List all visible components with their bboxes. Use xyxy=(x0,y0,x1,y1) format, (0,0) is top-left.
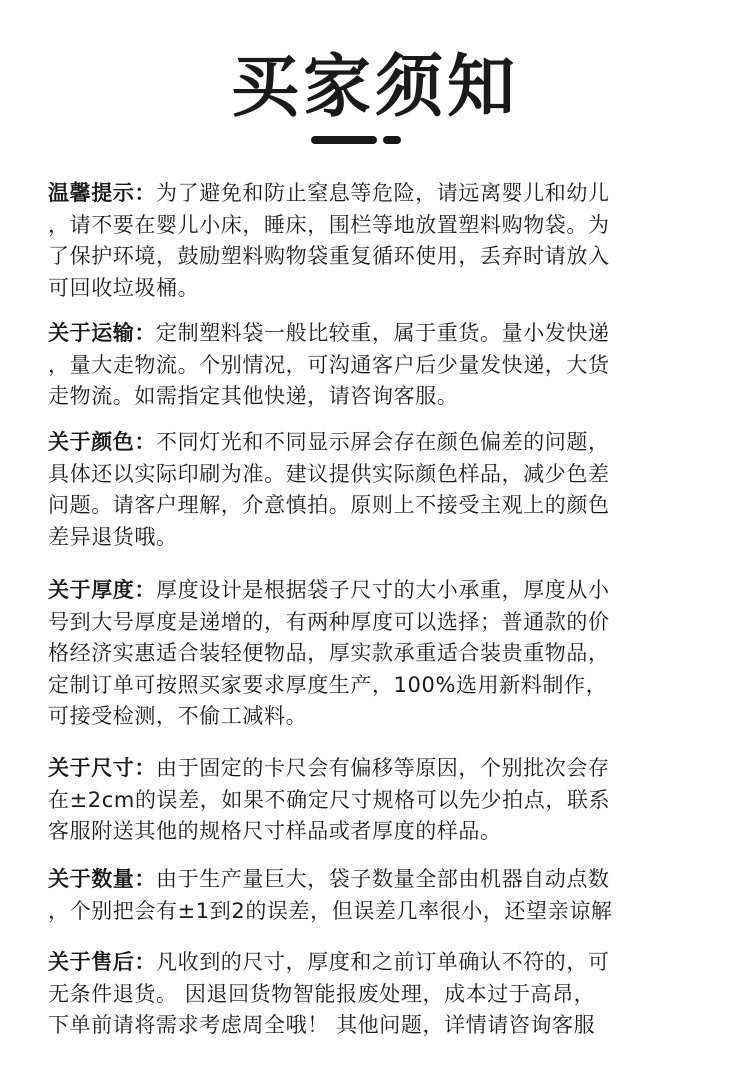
notice-section-size xyxy=(48,753,698,848)
notice-section-quantity xyxy=(48,864,698,927)
section-line: 关于运输：定制塑料袋一般比较重，属于重货。量小发快递 xyxy=(48,321,610,345)
section-line: 问题。请客户理解，介意慎拍。原则上不接受主观上的颜色 xyxy=(48,493,610,517)
section-line: 走物流。如需指定其他快递，请咨询客服。 xyxy=(48,384,459,408)
section-line: 可接受检测，不偷工减料。 xyxy=(48,704,308,728)
section-line: 了保护环境，鼓励塑料购物袋重复循环使用，丢弃时请放入 xyxy=(48,244,610,268)
page-title: 买家须知 xyxy=(230,48,519,127)
section-line: 在±2cm的误差，如果不确定尺寸规格可以先少拍点，联系 xyxy=(48,787,611,812)
section-label: 关于颜色： xyxy=(48,430,156,454)
section-line: 定制订单可按照买家要求厚度生产，100%选用新料制作， xyxy=(48,672,608,697)
section-label: 关于厚度： xyxy=(48,578,156,602)
section-line: ，量大走物流。个别情况，可沟通客户后少量发快递，大货 xyxy=(48,352,610,377)
section-line: 关于售后：凡收到的尺寸，厚度和之前订单确认不符的，可 xyxy=(48,950,610,974)
section-line: 温馨提示：为了避免和防止窒息等危险，请远离婴儿和幼儿 xyxy=(48,181,610,205)
section-line: ，请不要在婴儿小床，睡床，围栏等地放置塑料购物袋。为 xyxy=(48,212,610,237)
section-line: 下单前请将需求考虑周全哦！ 其他问题，详情请咨询客服 xyxy=(48,1013,596,1037)
section-line: 关于厚度：厚度设计是根据袋子尺寸的大小承重，厚度从小 xyxy=(48,578,610,602)
title-underline-decoration xyxy=(311,136,401,144)
section-line: 格经济实惠适合装轻便物品，厚实款承重适合装贵重物品， xyxy=(48,641,610,665)
section-line: 号到大号厚度是递增的，有两种厚度可以选择；普通款的价 xyxy=(48,609,610,634)
notice-section-after-sales xyxy=(48,947,698,1042)
underline-bar-long xyxy=(311,136,377,144)
section-line: 无条件退货。 因退回货物智能报废处理，成本过于高昂， xyxy=(48,981,596,1006)
notice-section-color xyxy=(48,427,698,553)
section-label: 关于售后： xyxy=(48,950,156,974)
notice-section-thickness xyxy=(48,575,698,733)
section-line: 关于尺寸：由于固定的卡尺会有偏移等原因，个别批次会存 xyxy=(48,756,610,780)
section-line: 关于数量：由于生产量巨大，袋子数量全部由机器自动点数 xyxy=(48,867,610,891)
section-label: 关于尺寸： xyxy=(48,756,156,780)
notice-section-shipping xyxy=(48,318,698,413)
section-line: ，个别把会有±1到2的误差，但误差几率很小，还望亲谅解 xyxy=(48,898,613,923)
section-label: 关于运输： xyxy=(48,321,156,345)
section-label: 关于数量： xyxy=(48,867,156,891)
section-line: 客服附送其他的规格尺寸样品或者厚度的样品。 xyxy=(48,819,502,843)
section-line: 差异退货哦。 xyxy=(48,524,178,549)
section-line: 可回收垃圾桶。 xyxy=(48,275,200,300)
section-line: 关于颜色：不同灯光和不同显示屏会存在颜色偏差的问题， xyxy=(48,430,610,454)
notice-section-tips xyxy=(48,178,698,304)
section-label: 温馨提示： xyxy=(48,181,156,205)
section-line: 具体还以实际印刷为准。建议提供实际颜色样品，减少色差 xyxy=(48,461,610,486)
underline-bar-short xyxy=(383,136,401,144)
